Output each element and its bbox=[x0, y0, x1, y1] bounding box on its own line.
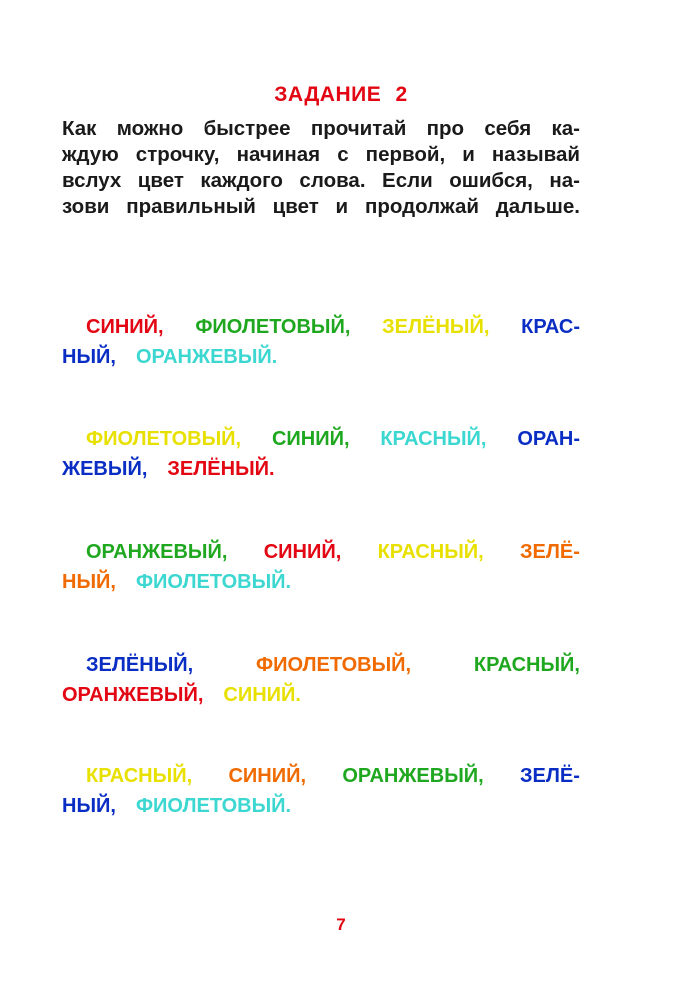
task-title: ЗАДАНИЕ 2 bbox=[274, 83, 408, 106]
color-word: КРАСНЫЙ, bbox=[473, 654, 580, 676]
color-word: ЗЕЛЁ- bbox=[520, 765, 580, 787]
color-word: ЖЕВЫЙ, bbox=[62, 458, 148, 480]
color-word: ОРАНЖЕВЫЙ, bbox=[342, 765, 484, 787]
color-word: ОРАНЖЕВЫЙ, bbox=[86, 541, 228, 563]
instructions-line: ждую строчку, начиная с первой, и называй bbox=[62, 143, 580, 166]
color-word: СИНИЙ, bbox=[263, 541, 342, 563]
color-word: ЗЕЛЁ- bbox=[520, 541, 580, 563]
exercise-line bbox=[62, 424, 580, 454]
exercise-line bbox=[62, 342, 580, 372]
color-word: ОРАНЖЕВЫЙ. bbox=[135, 346, 278, 368]
exercise-line bbox=[62, 761, 580, 791]
page-number: 7 bbox=[336, 915, 346, 934]
color-word: СИНИЙ, bbox=[271, 428, 350, 450]
exercise-line bbox=[62, 454, 580, 484]
color-word: ОРАН- bbox=[517, 428, 580, 450]
instructions-line: вслух цвет каждого слова. Если ошибся, на- bbox=[62, 169, 580, 192]
instructions-paragraph bbox=[62, 116, 580, 220]
instructions-line: Как можно быстрее прочитай про себя ка- bbox=[62, 117, 580, 140]
color-word: ФИОЛЕТОВЫЙ. bbox=[135, 795, 292, 817]
exercise-line bbox=[62, 567, 580, 597]
exercise-4 bbox=[62, 650, 580, 710]
color-word: СИНИЙ, bbox=[228, 765, 307, 787]
exercise-line bbox=[62, 537, 580, 567]
color-word: ОРАНЖЕВЫЙ, bbox=[62, 684, 204, 706]
color-word: СИНИЙ, bbox=[86, 316, 164, 338]
exercise-line bbox=[62, 791, 580, 821]
color-word: СИНИЙ. bbox=[223, 684, 301, 706]
color-word: НЫЙ, bbox=[62, 571, 116, 593]
color-word: ФИОЛЕТОВЫЙ, bbox=[86, 428, 242, 450]
color-word: КРАСНЫЙ, bbox=[380, 428, 487, 450]
exercise-5 bbox=[62, 761, 580, 821]
instructions-line: зови правильный цвет и продолжай дальше. bbox=[62, 195, 580, 218]
color-word: ЗЕЛЁНЫЙ. bbox=[167, 458, 275, 480]
color-word: ЗЕЛЁНЫЙ, bbox=[382, 316, 490, 338]
color-word: НЫЙ, bbox=[62, 346, 116, 368]
exercise-3 bbox=[62, 537, 580, 597]
color-word: ФИОЛЕТОВЫЙ, bbox=[256, 654, 412, 676]
exercise-2 bbox=[62, 424, 580, 484]
color-word: ФИОЛЕТОВЫЙ. bbox=[135, 571, 292, 593]
color-word: ЗЕЛЁНЫЙ, bbox=[86, 654, 194, 676]
exercise-line bbox=[62, 650, 580, 680]
color-word: КРАСНЫЙ, bbox=[86, 765, 193, 787]
exercise-line bbox=[62, 680, 580, 710]
color-word: КРАСНЫЙ, bbox=[377, 541, 484, 563]
exercise-line bbox=[62, 312, 580, 342]
exercise-1 bbox=[62, 312, 580, 372]
color-word: КРАС- bbox=[521, 316, 580, 338]
color-word: НЫЙ, bbox=[62, 795, 116, 817]
color-word: ФИОЛЕТОВЫЙ, bbox=[195, 316, 351, 338]
